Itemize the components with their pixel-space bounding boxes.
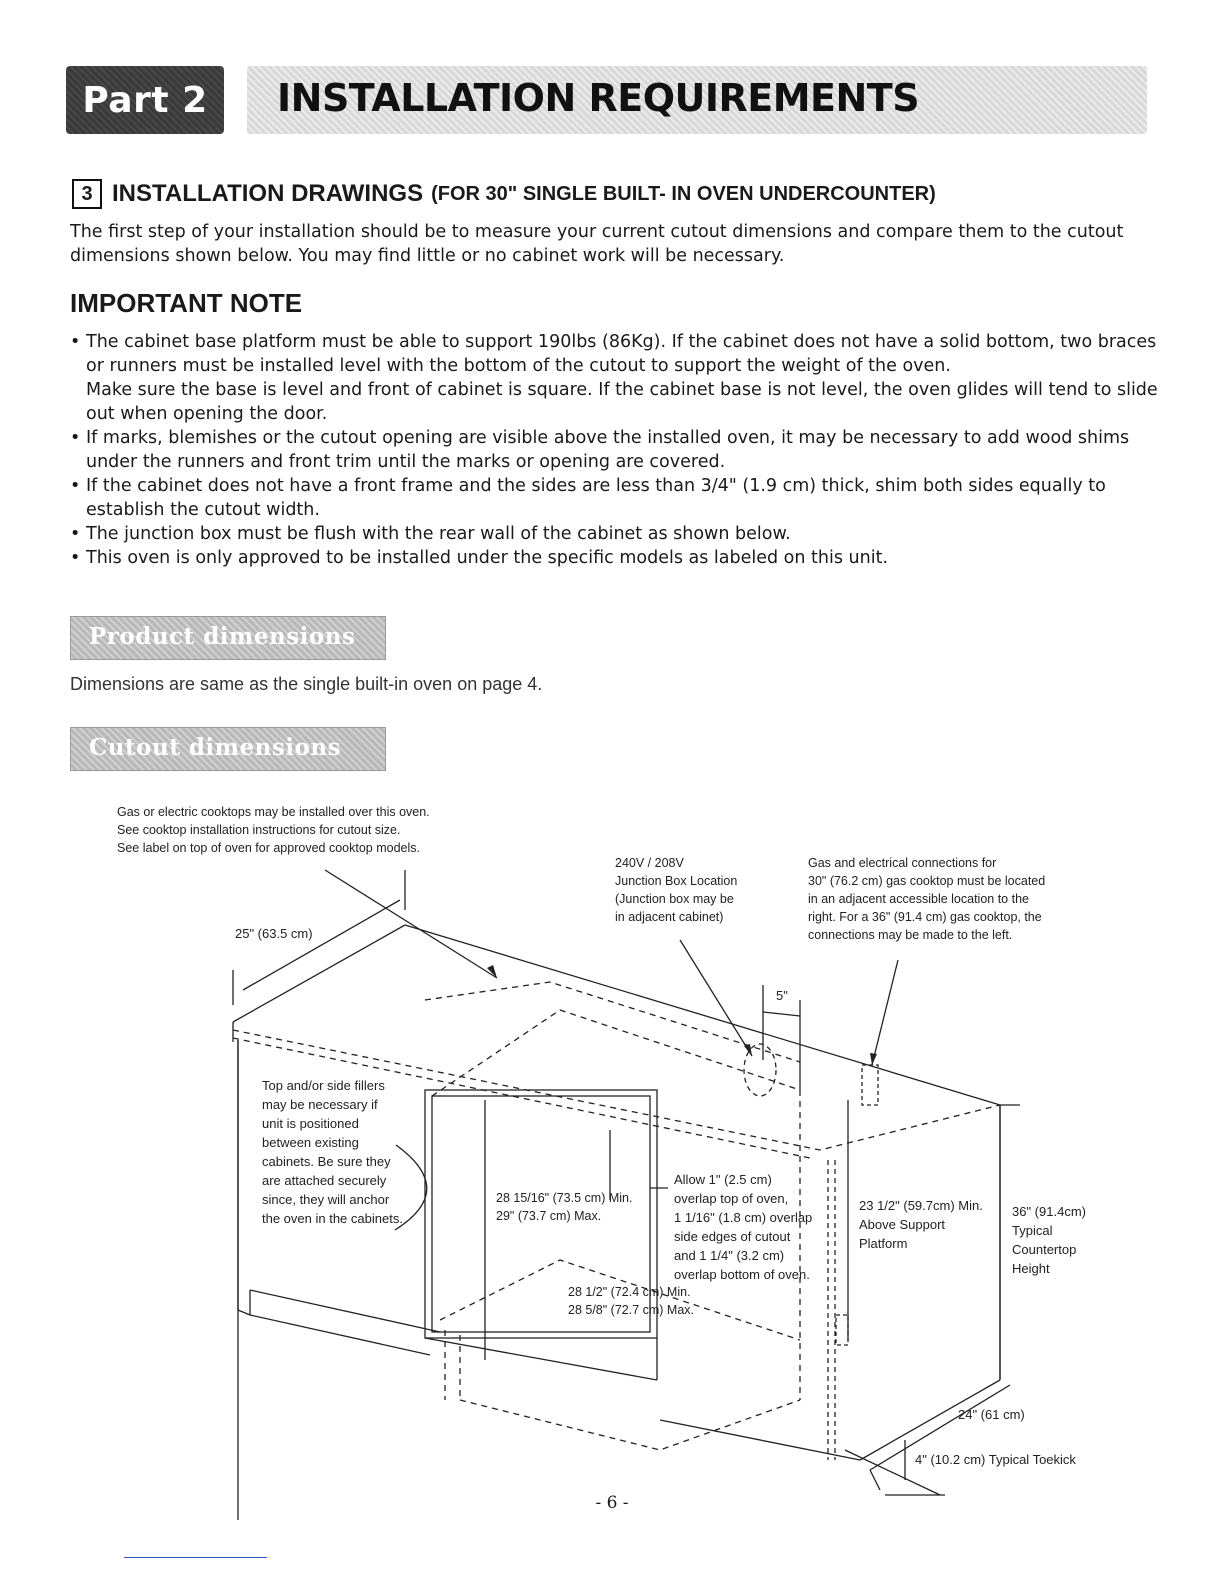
page-title-bar xyxy=(247,66,1147,134)
fillers-label-4: between existing xyxy=(262,1135,359,1150)
footer-rule xyxy=(124,1557,267,1558)
allow-label-2: overlap top of oven, xyxy=(674,1191,789,1206)
gas-label-1: Gas and electrical connections for xyxy=(808,856,997,870)
cabinet-base-left-2 xyxy=(250,1315,430,1355)
fillers-label-1: Top and/or side fillers xyxy=(262,1078,385,1093)
allow-label-3: 1 1/16" (1.8 cm) overlap xyxy=(674,1210,813,1225)
cooktop-note-1: Gas or electric cooktops may be installed over this oven. xyxy=(117,805,430,819)
note-text: The junction box must be flush with the rear wall of the cabinet as shown below. xyxy=(86,524,791,544)
jbox-label-2: Junction Box Location xyxy=(615,874,738,888)
allow-label-6: overlap bottom of oven. xyxy=(674,1267,810,1282)
gas-connection-icon xyxy=(862,1065,878,1105)
section-heading xyxy=(72,176,1172,212)
depth-top-label: 25" (63.5 cm) xyxy=(235,926,313,941)
counter-label-3: Countertop xyxy=(1012,1242,1077,1257)
note-item xyxy=(70,426,1160,474)
note-item xyxy=(70,330,1160,426)
fillers-label-8: the oven in the cabinets. xyxy=(262,1211,403,1226)
part-label: Part 2 xyxy=(82,79,208,121)
fillers-label-2: may be necessary if xyxy=(262,1097,378,1112)
cooktop-cutout xyxy=(425,982,800,1062)
inner-top xyxy=(432,1010,800,1096)
part-tab xyxy=(66,66,224,134)
bottom-dashed xyxy=(460,1400,800,1450)
cooktop-note-3: See label on top of oven for approved cooktop models. xyxy=(117,841,420,855)
important-note-list xyxy=(70,330,1160,570)
cabinet-base-left xyxy=(250,1290,440,1332)
front-dashed-legs xyxy=(445,1330,460,1400)
above-label-1: 23 1/2" (59.7cm) Min. xyxy=(859,1198,983,1213)
countertop-back-edge xyxy=(405,925,1000,1105)
counter-label-1: 36" (91.4cm) xyxy=(1012,1204,1086,1219)
depth-top-dim xyxy=(243,900,400,990)
important-note-heading: IMPORTANT NOTE xyxy=(70,288,303,318)
gas-label-3: in an adjacent accessible location to the xyxy=(808,892,1029,906)
arrowhead xyxy=(870,1053,877,1065)
note-item xyxy=(70,522,1160,546)
counter-label-2: Typical xyxy=(1012,1223,1053,1238)
fillers-label-6: are attached securely xyxy=(262,1173,387,1188)
toekick-label: 4" (10.2 cm) Typical Toekick xyxy=(915,1452,1076,1467)
fillers-label-7: since, they will anchor xyxy=(262,1192,390,1207)
above-label-2: Above Support xyxy=(859,1217,946,1232)
page-number: - 6 - xyxy=(595,1493,629,1513)
product-dimensions-heading: Product dimensions xyxy=(89,623,356,650)
cabinet-base-mid xyxy=(660,1420,860,1460)
note-text: This oven is only approved to be installed under the specific models as labeled on this unit. xyxy=(86,548,889,568)
height-min-label: 28 15/16" (73.5 cm) Min. xyxy=(496,1191,633,1205)
jbox-label-1: 240V / 208V xyxy=(615,856,684,870)
allow-label-1: Allow 1" (2.5 cm) xyxy=(674,1172,772,1187)
arrowhead xyxy=(487,965,497,978)
counter-label-4: Height xyxy=(1012,1261,1050,1276)
gas-label-2: 30" (76.2 cm) gas cooktop must be located xyxy=(808,874,1046,888)
gas-label-5: connections may be made to the left. xyxy=(808,928,1013,942)
cutout-diagram xyxy=(0,760,1224,1520)
note-text: The cabinet base platform must be able to support 190lbs (86Kg). If the cabinet does not have a solid bottom, two braces or runners must be installed level with the bottom of the cutout to support the weight of the oven. xyxy=(86,332,1157,376)
allow-label-5: and 1 1/4" (3.2 cm) xyxy=(674,1248,785,1263)
five-dim-arrow xyxy=(763,1012,800,1016)
above-label-3: Platform xyxy=(859,1236,908,1251)
page-title: INSTALLATION REQUIREMENTS xyxy=(277,76,920,120)
cooktop-leader xyxy=(325,870,497,978)
note-item xyxy=(70,474,1160,522)
jbox-label-3: (Junction box may be xyxy=(615,892,734,906)
intro-paragraph: The first step of your installation should be to measure your current cutout dimensions and compare them to the cutout dimensions shown below. You may find little or no cabinet work will be necessary. xyxy=(70,222,1124,266)
fillers-label-5: cabinets. Be sure they xyxy=(262,1154,391,1169)
product-dimensions-band xyxy=(70,616,386,660)
cutout-dimensions-heading: Cutout dimensions xyxy=(89,734,342,761)
bottom-outlet-icon xyxy=(836,1315,848,1345)
section-title: INSTALLATION DRAWINGS xyxy=(112,180,424,207)
gas-leader xyxy=(872,960,898,1065)
note-item xyxy=(70,546,1160,570)
note-text: Make sure the base is level and front of cabinet is square. If the cabinet base is not level, the oven glides will tend to slide out when opening the door. xyxy=(86,380,1158,424)
jbox-label-4: in adjacent cabinet) xyxy=(615,910,724,924)
depth-bottom-label: 24" (61 cm) xyxy=(958,1407,1025,1422)
fillers-label-3: unit is positioned xyxy=(262,1116,359,1131)
cabinet-bottom-corner xyxy=(238,1310,250,1315)
product-dimensions-text: Dimensions are same as the single built-in oven on page 4. xyxy=(70,674,543,694)
width-max-label: 28 5/8" (72.7 cm) Max. xyxy=(568,1303,695,1317)
height-max-label: 29" (73.7 cm) Max. xyxy=(496,1209,602,1223)
section-subtitle: (FOR 30" SINGLE BUILT- IN OVEN UNDERCOUNTER) xyxy=(431,182,936,205)
depth-bottom-tick xyxy=(870,1470,880,1490)
note-text: If marks, blemishes or the cutout opening are visible above the installed oven, it may be necessary to add wood shims under the runners and front trim until the marks or opening are covered. xyxy=(86,428,1130,472)
jbox-leader xyxy=(680,940,752,1056)
cooktop-note-2: See cooktop installation instructions for cutout size. xyxy=(117,823,401,837)
five-inch-label: 5" xyxy=(776,988,788,1003)
note-text: If the cabinet does not have a front frame and the sides are less than 3/4" (1.9 cm) thick, shim both sides equally to establish the cutout width. xyxy=(86,476,1106,520)
section-number: 3 xyxy=(72,179,102,209)
allow-label-4: side edges of cutout xyxy=(674,1229,791,1244)
width-min-label: 28 1/2" (72.4 cm) Min. xyxy=(568,1285,691,1299)
gas-label-4: right. For a 36" (91.4 cm) gas cooktop, the xyxy=(808,910,1042,924)
